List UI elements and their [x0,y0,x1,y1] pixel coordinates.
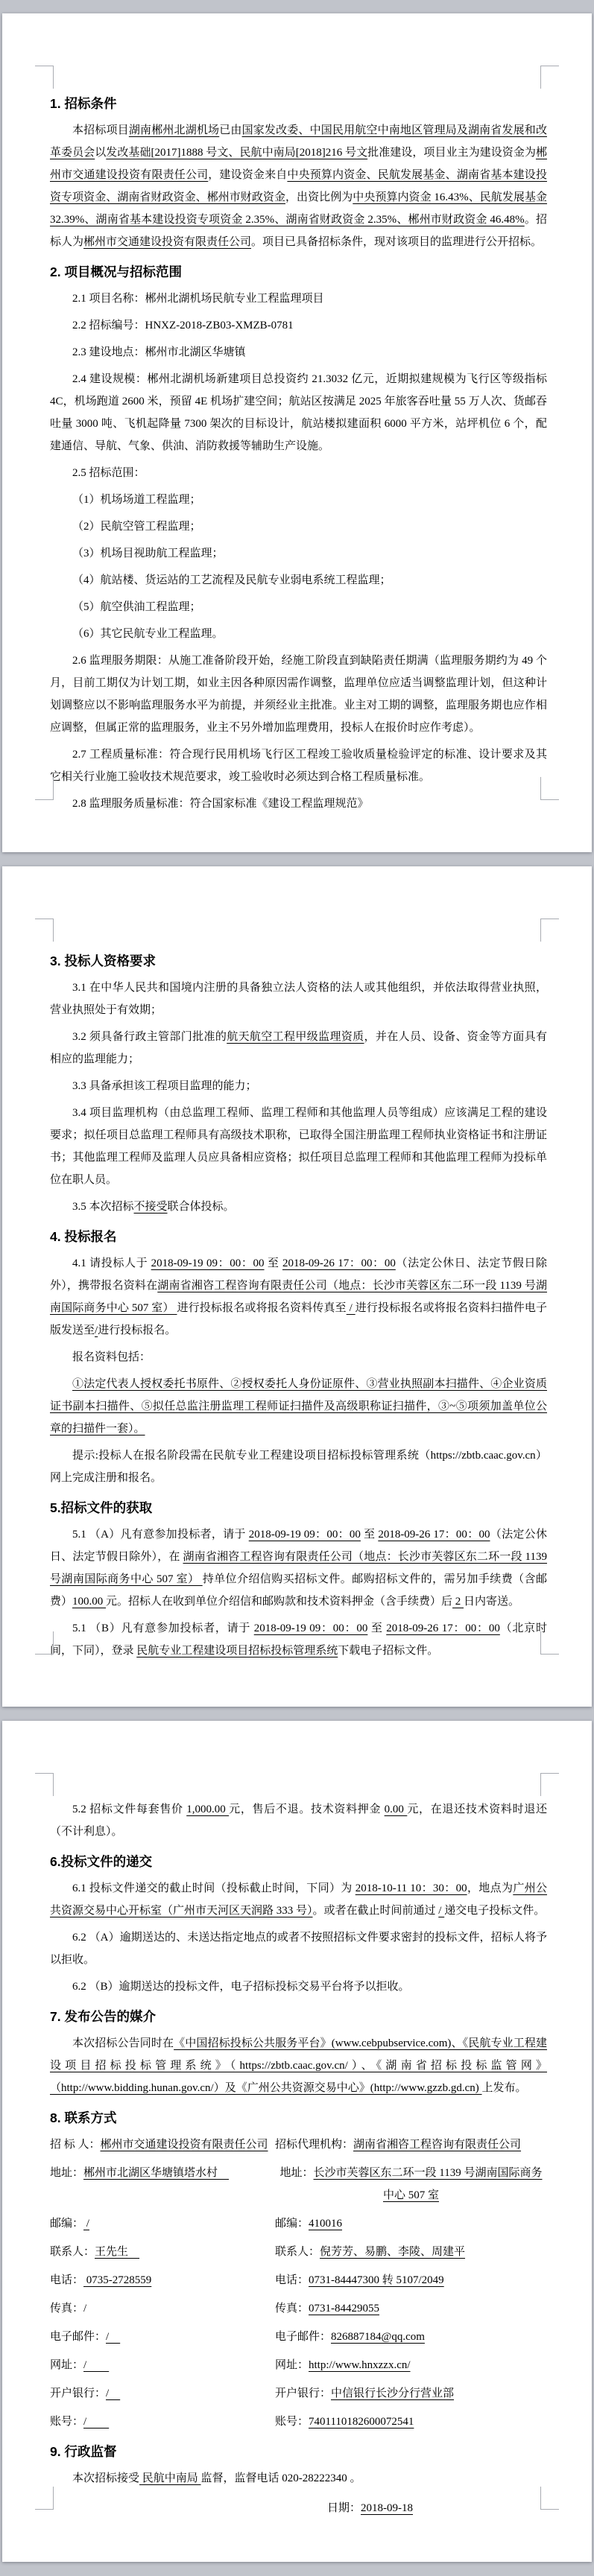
section-heading [50,2440,547,2463]
text-run: 8. 联系方式 [50,2110,117,2125]
filled-blank-text: 发改基础[2017]1888 号文、民航中南局[2018]216 号文 [106,147,368,159]
filled-blank-text: 0731-84447300 转 5107/2049 [309,2274,444,2286]
filled-blank-text: 中信银行长沙分行营业部 [331,2388,455,2399]
text-run: 4.1 请投标人于 [72,1257,151,1269]
page-content-2 [50,950,547,1662]
filled-blank-text: 长沙市芙蓉区东二环一段 1139 号湖南国际商务中心 507 室 [313,2167,543,2201]
text-run: 邮编： [50,2218,84,2230]
text-run: 递交电子投标文件。 [444,1905,546,1917]
filled-blank-text: / [83,2416,110,2428]
paragraph [50,1075,547,1097]
page-1[interactable] [2,13,592,852]
text-run: 6.投标文件的递交 [50,1854,153,1869]
section-heading [50,2107,547,2129]
contact-info-table [50,2134,547,2433]
contact-row [50,2134,547,2156]
page-2[interactable] [2,866,592,1707]
paragraph [50,1523,547,1613]
text-run: （4）航站楼、货运站的工艺流程及民航专业弱电系统工程监理； [72,574,391,586]
filled-blank-text: 国家发改委、中国民用航空中南地区管理局及湖南省发展和改革委员会 [50,124,547,159]
filled-blank-text: 广州公共资源交易中心开标室（广州市天河区天润路 333 号） [50,1882,547,1917]
agency-contact-cell [275,2162,547,2207]
crop-mark-bottom-left [35,777,54,800]
paragraph [50,1346,547,1368]
text-run: 6.1 投标文件递交的截止时间（投标截止时间，下同）为 [72,1882,356,1894]
text-run: 5.招标文件的获取 [50,1500,153,1515]
text-run: 2.1 项目名称：郴州北湖机场民航专业工程监理项目 [72,293,324,305]
paragraph [50,1026,547,1070]
filled-blank-text: / [83,2218,89,2230]
text-run: 进行投标报名或将报名资料传真至 [177,1302,347,1314]
filled-blank-text: 航天航空工程甲级监理资质 [227,1031,364,1043]
filled-blank-text: 2018-09-19 09：00：00 [248,1529,361,1541]
paragraph [50,1373,547,1440]
text-run: 持单位介绍信购买招标文件。邮购招标文件的，需另加手续费（含邮费） [50,1573,547,1608]
filled-blank-text: 湖南省湘咨工程咨询有限责任公司（地点：长沙市芙蓉区东二环一段 1139 号湖南国际商务中心 507 室） [50,1280,547,1314]
filled-blank-text: 郴州市北湖区华塘镇塔水村 [83,2167,230,2179]
agency-contact-cell [275,2297,547,2320]
agency-contact-cell [275,2212,547,2235]
section-heading [50,1497,547,1519]
paragraph [50,288,547,310]
paragraph [50,1196,547,1218]
filled-blank-text: 0735-2728559 [83,2274,152,2286]
filled-blank-text: 2018-09-26 17：00：00 [386,1622,500,1634]
crop-mark-top-right [540,919,559,942]
paragraph [50,1798,547,1843]
filled-blank-text: / [106,2331,121,2343]
paragraph [50,1252,547,1342]
text-run: 4. 投标报名 [50,1229,117,1244]
text-run: 1. 招标条件 [50,96,117,111]
paragraph [50,1877,547,1922]
text-run: （1）机场场道工程监理； [72,494,201,506]
contact-row [50,2382,547,2405]
text-run: （6）其它民航专业工程监理。 [72,628,224,640]
agency-contact-cell [275,2269,547,2291]
crop-mark-bottom-left [35,2487,54,2510]
filled-blank-text: 民航中南局 [139,2472,201,2484]
crop-mark-top-left [35,66,54,89]
text-run: （5）航空供油工程监理； [72,601,201,613]
text-run: 5.2 招标文件每套售价 [72,1803,187,1815]
tenderer-contact-cell [50,2326,275,2348]
text-run: 6.2 （A）逾期送达的、未送达指定地点的或者不按照招标文件要求密封的投标文件，招标人将予以拒收。 [50,1932,547,1966]
text-run: 电话： [50,2274,84,2286]
filled-blank-text: 2018-09-19 09：00：00 [253,1622,368,1634]
text-run: 进行投标报名或将报名资料扫描件电子版发送至 [50,1302,547,1336]
filled-blank-text: 民航专业工程建设项目招标投标管理系统 [136,1645,338,1657]
filled-blank-text: 中央预算内资金、民航发展基金、湖南省基本建设投资专项资金、湖南省财政资金、郴州市财政资金 [50,169,547,203]
text-run: 上发布。 [481,2082,527,2094]
filled-blank-text: 2018-09-26 17：00：00 [378,1529,490,1541]
filled-blank-text: 410016 [309,2218,343,2230]
paragraph [50,1617,547,1662]
tenderer-contact-cell [50,2162,275,2207]
filled-blank-text: 7401110182600072541 [309,2416,414,2428]
paragraph [50,977,547,1021]
paragraph [50,1102,547,1191]
text-run: 地址： [279,2167,314,2179]
filled-blank-text: / [83,2359,110,2371]
filled-blank-text: 湖南省湘咨工程咨询有限责任公司 [353,2139,522,2151]
filled-blank-text: 2018-09-19 09：00：00 [151,1257,265,1269]
agency-contact-cell [275,2354,547,2376]
page-3[interactable] [2,1721,592,2562]
text-run: 监督，监督电话 020-28222340 。 [200,2472,361,2484]
paragraph [50,314,547,337]
filled-blank-text: 中央预算内资金 16.43%、民航发展基金 32.39%、湖南省基本建设投资专项资金 2.35%、湖南省财政资金 2.35%、郴州市财政资金 46.48% [50,191,547,226]
text-run: 2.6 监理服务期限：从施工准备阶段开始，经施工阶段直到缺陷责任期满（监理服务期约为 49 个月，目前工期仅为计划工期，如业主因各种原因需作调整，监理单位应适当调整监理计划，但这种计划调整应以不影响监理服务水平为前提，并须经业主批准。业主对工期的调整，监理服务期也应作相应调整，但属正常的监理服务，业主不另外增加监理费用，投标人在报价时应作考虑）。 [50,655,547,734]
text-run: 元，在退还技术资料时退还（不计利息）。 [50,1803,547,1838]
filled-blank-text: / [438,1905,445,1917]
text-run: 账号： [275,2416,309,2428]
paragraph [50,596,547,618]
contact-row [50,2269,547,2291]
paragraph [50,368,547,457]
text-run: 电子邮件： [275,2331,332,2343]
text-run: （法定公休日、法定节假日除外），在 [50,1529,547,1563]
contact-row [50,2241,547,2263]
contact-row [50,2162,547,2207]
agency-contact-cell [275,2134,547,2156]
text-run: 3.4 项目监理机构（由总监理工程师、监理工程师和其他监理人员等组成）应该满足工程的建设要求；拟任项目总监理工程师具有高级技术职称，已取得全国注册监理工程师执业资格证书和注册证书；其他监理工程师及监理人员应具备相应资格；拟任项目总监理工程师和其他监理工程师为投标单位在职人员。 [50,1107,547,1186]
text-run: 2.7 工程质量标准：符合现行民用机场飞行区工程竣工验收质量检验评定的标准、设计要求及其它相关行业施工验收技术规范要求，竣工验收时必须达到合格工程质量标准。 [50,749,547,783]
tenderer-contact-cell [50,2411,275,2433]
text-run: 。项目已具备招标条件，现对该项目的监理进行公开招标。 [251,236,543,248]
paragraph [50,2467,547,2490]
text-run: 7. 发布公告的媒介 [50,2009,156,2024]
text-run: 元，售后不退。技术资料押金 [229,1803,385,1815]
text-run: （法定公休日、法定节假日除外），携带报名资料在 [50,1257,547,1292]
text-run: ，并在人员、设备、资金等方面具有相应的监理能力； [50,1031,547,1065]
tenderer-contact-cell [50,2241,275,2263]
section-heading [50,261,547,283]
text-run: 3.2 须具备行政主管部门批准的 [72,1031,227,1043]
agency-contact-cell [275,2241,547,2263]
page-content-3 [50,1798,547,2519]
text-run: 提示:投标人在报名阶段需在民航专业工程建设项目招标投标管理系统（https://zbtb.caac.gov.cn）网上完成注册和报名。 [50,1450,547,1484]
text-run: 网址： [275,2359,309,2371]
text-run: 招标代理机构： [275,2139,354,2151]
filled-blank-text: 湖南郴州北湖机场 [128,124,220,136]
section-heading [50,1850,547,1873]
text-run: 3. 投标人资格要求 [50,954,156,968]
contact-row [50,2411,547,2433]
paragraph [50,515,547,538]
tenderer-contact-cell [50,2382,275,2405]
tenderer-contact-cell [50,2354,275,2376]
filled-blank-text: 1,000.00 [186,1803,230,1815]
filled-blank-text: 2 [452,1596,464,1608]
section-heading [50,92,547,115]
text-run: ，地点为 [467,1882,514,1894]
text-run: 地址： [50,2167,84,2179]
contact-row [50,2297,547,2320]
date-line [327,2497,547,2519]
paragraph [50,569,547,591]
paragraph [50,1444,547,1489]
text-run: 批准建设，项目业主为建设资金为 [367,147,536,159]
tenderer-contact-cell [50,2212,275,2235]
text-run: 2.5 招标范围： [72,467,145,479]
agency-contact-cell [275,2411,547,2433]
text-run: 已由 [219,124,242,136]
text-run: ，建设资金来自 [208,169,288,181]
filled-blank-text: 不接受 [133,1201,168,1213]
text-run: 邮编： [275,2218,309,2230]
filled-blank-text: / [95,1325,98,1336]
filled-blank-text: 100.00 [72,1596,107,1608]
paragraph [50,623,547,645]
text-run: 9. 行政监督 [50,2444,117,2459]
tenderer-contact-cell [50,2297,275,2320]
text-run: 日内寄送。 [464,1596,520,1608]
filled-blank-text: 0731-84429055 [309,2303,380,2315]
text-run: 开户银行： [50,2388,107,2399]
filled-blank-text: 《中国招标投标公共服务平台》(www.cebpubservice.com)、《民航专业工程建设项目招标投标管理系统》（https://zbtb.caac.gov.cn/）、《湖南省招标投标监管网》（http://www.bidding.hunan.gov.cn/）及《广州公共资源交易中心》(http://www.gzzb.gd.cn) [50,2037,547,2094]
crop-mark-top-right [540,1773,559,1796]
filled-blank-text: / [346,1302,356,1314]
text-run: 以 [95,147,107,159]
text-run: 进行投标报名。 [98,1325,177,1336]
page-content-1 [50,92,547,815]
filled-blank-text: http://www.hnxzzx.cn/ [309,2359,411,2371]
text-run: 3.3 具备承担该工程项目监理的能力； [72,1080,257,1092]
text-run: （2）民航空管工程监理； [72,521,201,533]
text-run: 3.5 本次招标 [72,1201,134,1213]
text-run: 网址： [50,2359,84,2371]
filled-blank-text: 倪芳芳、易鹏、李陵、周建平 [320,2246,466,2258]
contact-row [50,2354,547,2376]
text-run: 5.1 （A）凡有意参加投标者，请于 [72,1529,249,1541]
text-run: 本招标项目 [72,124,129,136]
crop-mark-bottom-right [540,777,559,800]
filled-blank-text: ①法定代表人授权委托书原件、②授权委托人身份证原件、③营业执照副本扫描件、④企业资质证书副本扫描件、⑤拟任总监注册监理工程师证扫描件及高级职称证扫描件，③~⑤项须加盖单位公章的扫描件一套）。 [50,1378,547,1435]
text-run: 至 [367,1622,387,1634]
text-run: 传真：/ [50,2303,87,2315]
text-run: 账号： [50,2416,84,2428]
text-run: 开户银行： [275,2388,332,2399]
filled-blank-text: 湖南省湘咨工程咨询有限责任公司（地点：长沙市芙蓉区东二环一段 1139 号湖南国际商务中心 507 室） [50,1551,547,1585]
text-run: 。招标人为 [50,214,547,248]
filled-blank-text: 郴州市交通建设投资有限责任公司 [100,2139,268,2151]
text-run: （3）机场目视助航工程监理； [72,548,224,559]
filled-blank-text: 2018-09-26 17：00：00 [282,1257,396,1269]
filled-blank-text: 郴州市交通建设投资有限责任公司 [83,236,252,248]
text-run: 联合体投标。 [167,1201,235,1213]
text-run: ，出资比例为 [285,191,353,203]
contact-row [50,2326,547,2348]
filled-blank-text: 2018-10-11 10：30：00 [355,1882,467,1894]
paragraph [50,1976,547,1998]
tenderer-contact-cell [50,2134,275,2156]
text-run: 至 [360,1529,379,1541]
tenderer-contact-cell [50,2269,275,2291]
section-heading [50,1225,547,1248]
paragraph [50,1926,547,1971]
text-run: 传真： [275,2303,309,2315]
text-run: 日期： [327,2502,361,2514]
text-run: 。或者在截止时间前通过 [312,1905,439,1917]
text-run: 电话： [275,2274,309,2286]
filled-blank-text: 2018-09-18 [361,2502,414,2514]
agency-contact-cell [275,2326,547,2348]
text-run: 3.1 在中华人民共和国境内注册的具备独立法人资格的法人或其他组织，并依法取得营业执照，营业执照处于有效期； [50,982,547,1016]
text-run: 报名资料包括： [72,1351,151,1363]
paragraph [50,489,547,511]
crop-mark-bottom-right [540,1631,559,1655]
text-run: 联系人： [50,2246,95,2258]
filled-blank-text: 郴州市交通建设投资有限责任公司 [50,147,547,181]
text-run: 2.4 建设规模：郴州北湖机场新建项目总投资约 21.3032 亿元，近期拟建规模为飞行区等级指标 4C，机场跑道 2600 米，预留 4E 机场扩建空间；航站区按满足 2025 年旅客吞吐量 55 万人次、货邮吞吐量 3000 吨、飞机起降量 7300 架次的目标设计，航站楼拟建面积 6000 平方米，站坪机位 6 个，配建通信、导航、气象、供油、消防救援等辅助生产设施。 [50,373,547,452]
filled-blank-text: / [106,2388,121,2399]
paragraph [50,462,547,484]
paragraph [50,650,547,739]
text-run: 下载电子招标文件。 [338,1645,439,1657]
filled-blank-text: 王先生 [95,2246,140,2258]
text-run: 电子邮件： [50,2331,107,2343]
text-run: 2.8 监理服务质量标准：符合国家标准《建设工程监理规范》 [72,798,369,810]
paragraph [50,542,547,565]
crop-mark-top-left [35,919,54,942]
paragraph [50,793,547,815]
text-run: 6.2 （B）逾期送达的投标文件，电子招标投标交易平台将予以拒收。 [72,1981,410,1993]
text-run: 本次招标接受 [72,2472,140,2484]
text-run: 至 [264,1257,282,1269]
text-run: 本次招标公告同时在 [72,2037,174,2049]
text-run: 2.3 建设地点：郴州市北湖区华塘镇 [72,346,246,358]
crop-mark-bottom-left [35,1631,54,1655]
section-heading [50,2005,547,2028]
paragraph [50,341,547,364]
contact-row [50,2212,547,2235]
paragraph [50,743,547,788]
crop-mark-bottom-right [540,2487,559,2510]
filled-blank-text: 0.00 [384,1803,408,1815]
text-run: 元。招标人在收到单位介绍信和邮购款和技术资料押金（含手续费）后 [106,1596,453,1608]
text-run: 招 标 人： [50,2139,101,2151]
text-run: 联系人： [275,2246,320,2258]
section-heading [50,950,547,972]
filled-blank-text: 826887184@qq.com [331,2331,425,2343]
paragraph [50,119,547,253]
text-run: 2. 项目概况与招标范围 [50,264,182,279]
text-run: （北京时间，下同），登录 [50,1622,547,1657]
crop-mark-top-left [35,1773,54,1796]
text-run: 2.2 招标编号：HNXZ-2018-ZB03-XMZB-0781 [72,320,294,331]
agency-contact-cell [275,2382,547,2405]
crop-mark-top-right [540,66,559,89]
text-run: 5.1 （B）凡有意参加投标者，请于 [72,1622,254,1634]
paragraph [50,2032,547,2099]
